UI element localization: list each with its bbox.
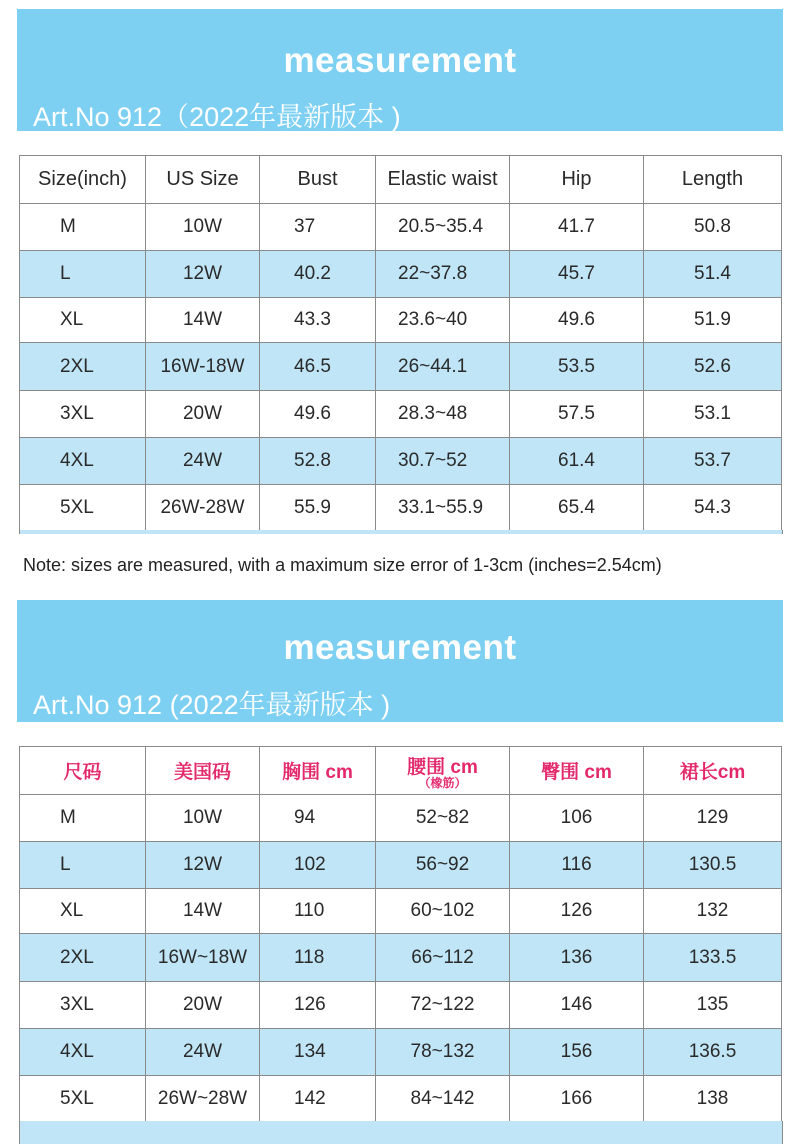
length-cell: 54.3 (644, 485, 782, 531)
hip-cell: 146 (510, 982, 644, 1029)
hip-cell: 156 (510, 1029, 644, 1076)
cm-table-header (20, 747, 782, 795)
table-row (20, 934, 782, 982)
waist-cell: 28.3~48 (376, 391, 510, 438)
us-size-cell: 16W-18W (146, 343, 260, 391)
bust-cell: 37 (260, 204, 376, 251)
size-cell: 5XL (20, 1076, 146, 1122)
table-row (20, 298, 782, 343)
inch-banner-title: measurement (283, 41, 517, 80)
inch-table-header (20, 156, 782, 204)
length-cell: 132 (644, 889, 782, 934)
size-cell: XL (20, 889, 146, 934)
waist-cell: 22~37.8 (376, 251, 510, 298)
waist-cell: 84~142 (376, 1076, 510, 1122)
hip-cell: 41.7 (510, 204, 644, 251)
waist-cell: 78~132 (376, 1029, 510, 1076)
cm-header-us-size: 美国码 (146, 747, 260, 795)
cm-size-table (19, 746, 782, 1122)
bust-cell: 110 (260, 889, 376, 934)
hip-cell: 65.4 (510, 485, 644, 531)
table-row (20, 343, 782, 391)
inch-header-waist: Elastic waist (376, 156, 510, 204)
us-size-cell: 20W (146, 982, 260, 1029)
length-cell: 130.5 (644, 842, 782, 889)
waist-cell: 23.6~40 (376, 298, 510, 343)
hip-cell: 57.5 (510, 391, 644, 438)
cm-banner (17, 600, 783, 722)
hip-cell: 136 (510, 934, 644, 982)
bust-cell: 94 (260, 795, 376, 842)
hip-cell: 166 (510, 1076, 644, 1122)
size-cell: M (20, 204, 146, 251)
us-size-cell: 26W~28W (146, 1076, 260, 1122)
us-size-cell: 14W (146, 298, 260, 343)
size-cell: 2XL (20, 343, 146, 391)
bust-cell: 118 (260, 934, 376, 982)
size-cell: M (20, 795, 146, 842)
hip-cell: 116 (510, 842, 644, 889)
hip-cell: 61.4 (510, 438, 644, 485)
hip-cell: 126 (510, 889, 644, 934)
cm-header-waist-cell (376, 747, 510, 795)
cm-header-waist: 腰围 cm (407, 757, 478, 778)
waist-cell: 66~112 (376, 934, 510, 982)
table-row (20, 204, 782, 251)
table-row (20, 251, 782, 298)
waist-cell: 20.5~35.4 (376, 204, 510, 251)
inch-size-table (19, 155, 782, 531)
size-cell: 4XL (20, 438, 146, 485)
cm-header-waist-sub: （橡筋） (418, 776, 467, 790)
us-size-cell: 20W (146, 391, 260, 438)
table-cut-row (19, 1121, 783, 1144)
us-size-cell: 10W (146, 795, 260, 842)
length-cell: 138 (644, 1076, 782, 1122)
us-size-cell: 14W (146, 889, 260, 934)
us-size-cell: 24W (146, 438, 260, 485)
table-row (20, 1029, 782, 1076)
table-row (20, 842, 782, 889)
table-row (20, 485, 782, 531)
waist-cell: 30.7~52 (376, 438, 510, 485)
cm-header-hip: 臀围 cm (510, 747, 644, 795)
waist-cell: 60~102 (376, 889, 510, 934)
size-cell: 2XL (20, 934, 146, 982)
length-cell: 133.5 (644, 934, 782, 982)
table-row (20, 982, 782, 1029)
bust-cell: 52.8 (260, 438, 376, 485)
inch-banner (17, 9, 783, 131)
size-cell: L (20, 251, 146, 298)
bust-cell: 43.3 (260, 298, 376, 343)
bust-cell: 134 (260, 1029, 376, 1076)
bust-cell: 49.6 (260, 391, 376, 438)
length-cell: 129 (644, 795, 782, 842)
waist-cell: 26~44.1 (376, 343, 510, 391)
us-size-cell: 12W (146, 251, 260, 298)
measurement-note: Note: sizes are measured, with a maximum size error of 1-3cm (inches=2.54cm) (23, 555, 662, 575)
inch-header-bust: Bust (260, 156, 376, 204)
cm-header-size: 尺码 (20, 747, 146, 795)
size-cell: L (20, 842, 146, 889)
size-cell: 3XL (20, 391, 146, 438)
bust-cell: 46.5 (260, 343, 376, 391)
length-cell: 52.6 (644, 343, 782, 391)
length-cell: 53.7 (644, 438, 782, 485)
waist-cell: 72~122 (376, 982, 510, 1029)
cm-header-bust: 胸围 cm (260, 747, 376, 795)
inch-header-hip: Hip (510, 156, 644, 204)
waist-cell: 56~92 (376, 842, 510, 889)
inch-header-size: Size(inch) (20, 156, 146, 204)
waist-cell: 52~82 (376, 795, 510, 842)
inch-header-length: Length (644, 156, 782, 204)
length-cell: 51.9 (644, 298, 782, 343)
bust-cell: 55.9 (260, 485, 376, 531)
us-size-cell: 26W-28W (146, 485, 260, 531)
us-size-cell: 12W (146, 842, 260, 889)
length-cell: 51.4 (644, 251, 782, 298)
table-row (20, 438, 782, 485)
inch-art-number: Art.No 912（2022年最新版本 ) (33, 102, 401, 132)
hip-cell: 53.5 (510, 343, 644, 391)
table-row (20, 1076, 782, 1122)
cm-header-length: 裙长cm (644, 747, 782, 795)
bust-cell: 142 (260, 1076, 376, 1122)
cm-banner-title: measurement (283, 628, 517, 667)
bust-cell: 126 (260, 982, 376, 1029)
table-row (20, 889, 782, 934)
us-size-cell: 24W (146, 1029, 260, 1076)
table-row (20, 391, 782, 438)
bust-cell: 102 (260, 842, 376, 889)
table-row (20, 795, 782, 842)
size-cell: 5XL (20, 485, 146, 531)
us-size-cell: 10W (146, 204, 260, 251)
hip-cell: 45.7 (510, 251, 644, 298)
length-cell: 135 (644, 982, 782, 1029)
waist-cell: 33.1~55.9 (376, 485, 510, 531)
hip-cell: 106 (510, 795, 644, 842)
table-cut-row (19, 530, 783, 534)
size-cell: 4XL (20, 1029, 146, 1076)
hip-cell: 49.6 (510, 298, 644, 343)
length-cell: 136.5 (644, 1029, 782, 1076)
length-cell: 50.8 (644, 204, 782, 251)
cm-art-number: Art.No 912 (2022年最新版本 ) (33, 690, 391, 720)
bust-cell: 40.2 (260, 251, 376, 298)
inch-header-us-size: US Size (146, 156, 260, 204)
size-cell: 3XL (20, 982, 146, 1029)
us-size-cell: 16W~18W (146, 934, 260, 982)
size-cell: XL (20, 298, 146, 343)
length-cell: 53.1 (644, 391, 782, 438)
